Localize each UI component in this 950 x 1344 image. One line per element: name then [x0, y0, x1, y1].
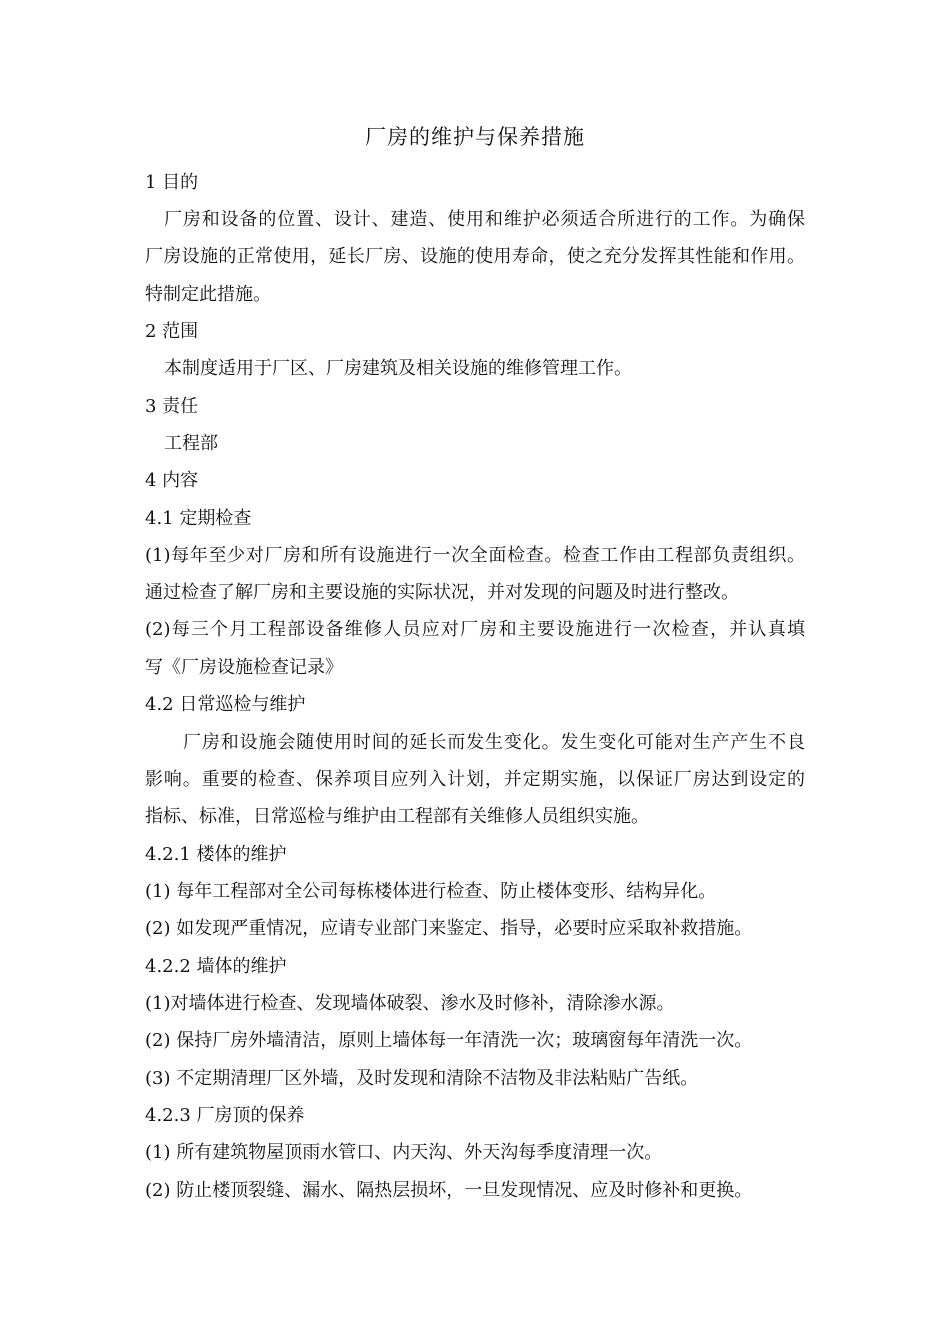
list-item: (2) 如发现严重情况，应请专业部门来鉴定、指导，必要时应采取补救措施。	[145, 918, 753, 939]
paragraph-line: 工程部	[164, 433, 218, 454]
heading-periodic-inspection: 4.1 定期检查	[145, 508, 252, 529]
heading-responsibility: 3 责任	[145, 396, 199, 417]
list-item: (2) 防止楼顶裂缝、漏水、隔热层损坏，一旦发现情况、应及时修补和更换。	[145, 1180, 753, 1201]
heading-building-maintenance: 4.2.1 楼体的维护	[145, 844, 287, 865]
paragraph-line: (1)每年至少对厂房和所有设施进行一次全面检查。检查工作由工程部负责组织。	[145, 545, 805, 566]
paragraph-line: 指标、标准，日常巡检与维护由工程部有关维修人员组织实施。	[145, 806, 649, 827]
paragraph-line: 本制度适用于厂区、厂房建筑及相关设施的维修管理工作。	[164, 358, 632, 379]
list-item: (3) 不定期清理厂区外墙，及时发现和清除不洁物及非法粘贴广告纸。	[145, 1068, 699, 1089]
paragraph-line: 厂房设施的正常使用，延长厂房、设施的使用寿命，使之充分发挥其性能和作用。	[145, 246, 805, 267]
paragraph-line: 影响。重要的检查、保养项目应列入计划，并定期实施，以保证厂房达到设定的	[145, 769, 805, 790]
heading-daily-maintenance: 4.2 日常巡检与维护	[145, 694, 306, 715]
list-item: (1) 每年工程部对全公司每栋楼体进行检查、防止楼体变形、结构异化。	[145, 881, 717, 902]
heading-purpose: 1 目的	[145, 172, 199, 193]
list-item: (1)对墙体进行检查、发现墙体破裂、渗水及时修补，清除渗水源。	[145, 993, 675, 1014]
paragraph-line: 厂房和设备的位置、设计、建造、使用和维护必须适合所进行的工作。为确保	[164, 209, 805, 230]
paragraph-line: 特制定此措施。	[145, 284, 271, 305]
list-item: (1) 所有建筑物屋顶雨水管口、内天沟、外天沟每季度清理一次。	[145, 1142, 663, 1163]
paragraph-line: 写《厂房设施检查记录》	[145, 657, 343, 678]
document-title: 厂房的维护与保养措施	[365, 125, 585, 149]
heading-roof-maintenance: 4.2.3 厂房顶的保养	[145, 1105, 305, 1126]
paragraph-line: (2)每三个月工程部设备维修人员应对厂房和主要设施进行一次检查，并认真填	[145, 619, 805, 640]
paragraph-line: 通过检查了解厂房和主要设施的实际状况，并对发现的问题及时进行整改。	[145, 582, 739, 603]
list-item: (2) 保持厂房外墙清洁，原则上墙体每一年清洗一次；玻璃窗每年清洗一次。	[145, 1030, 753, 1051]
paragraph-line: 厂房和设施会随使用时间的延长而发生变化。发生变化可能对生产产生不良	[183, 732, 805, 753]
heading-wall-maintenance: 4.2.2 墙体的维护	[145, 956, 287, 977]
heading-scope: 2 范围	[145, 321, 199, 342]
heading-content: 4 内容	[145, 470, 199, 491]
